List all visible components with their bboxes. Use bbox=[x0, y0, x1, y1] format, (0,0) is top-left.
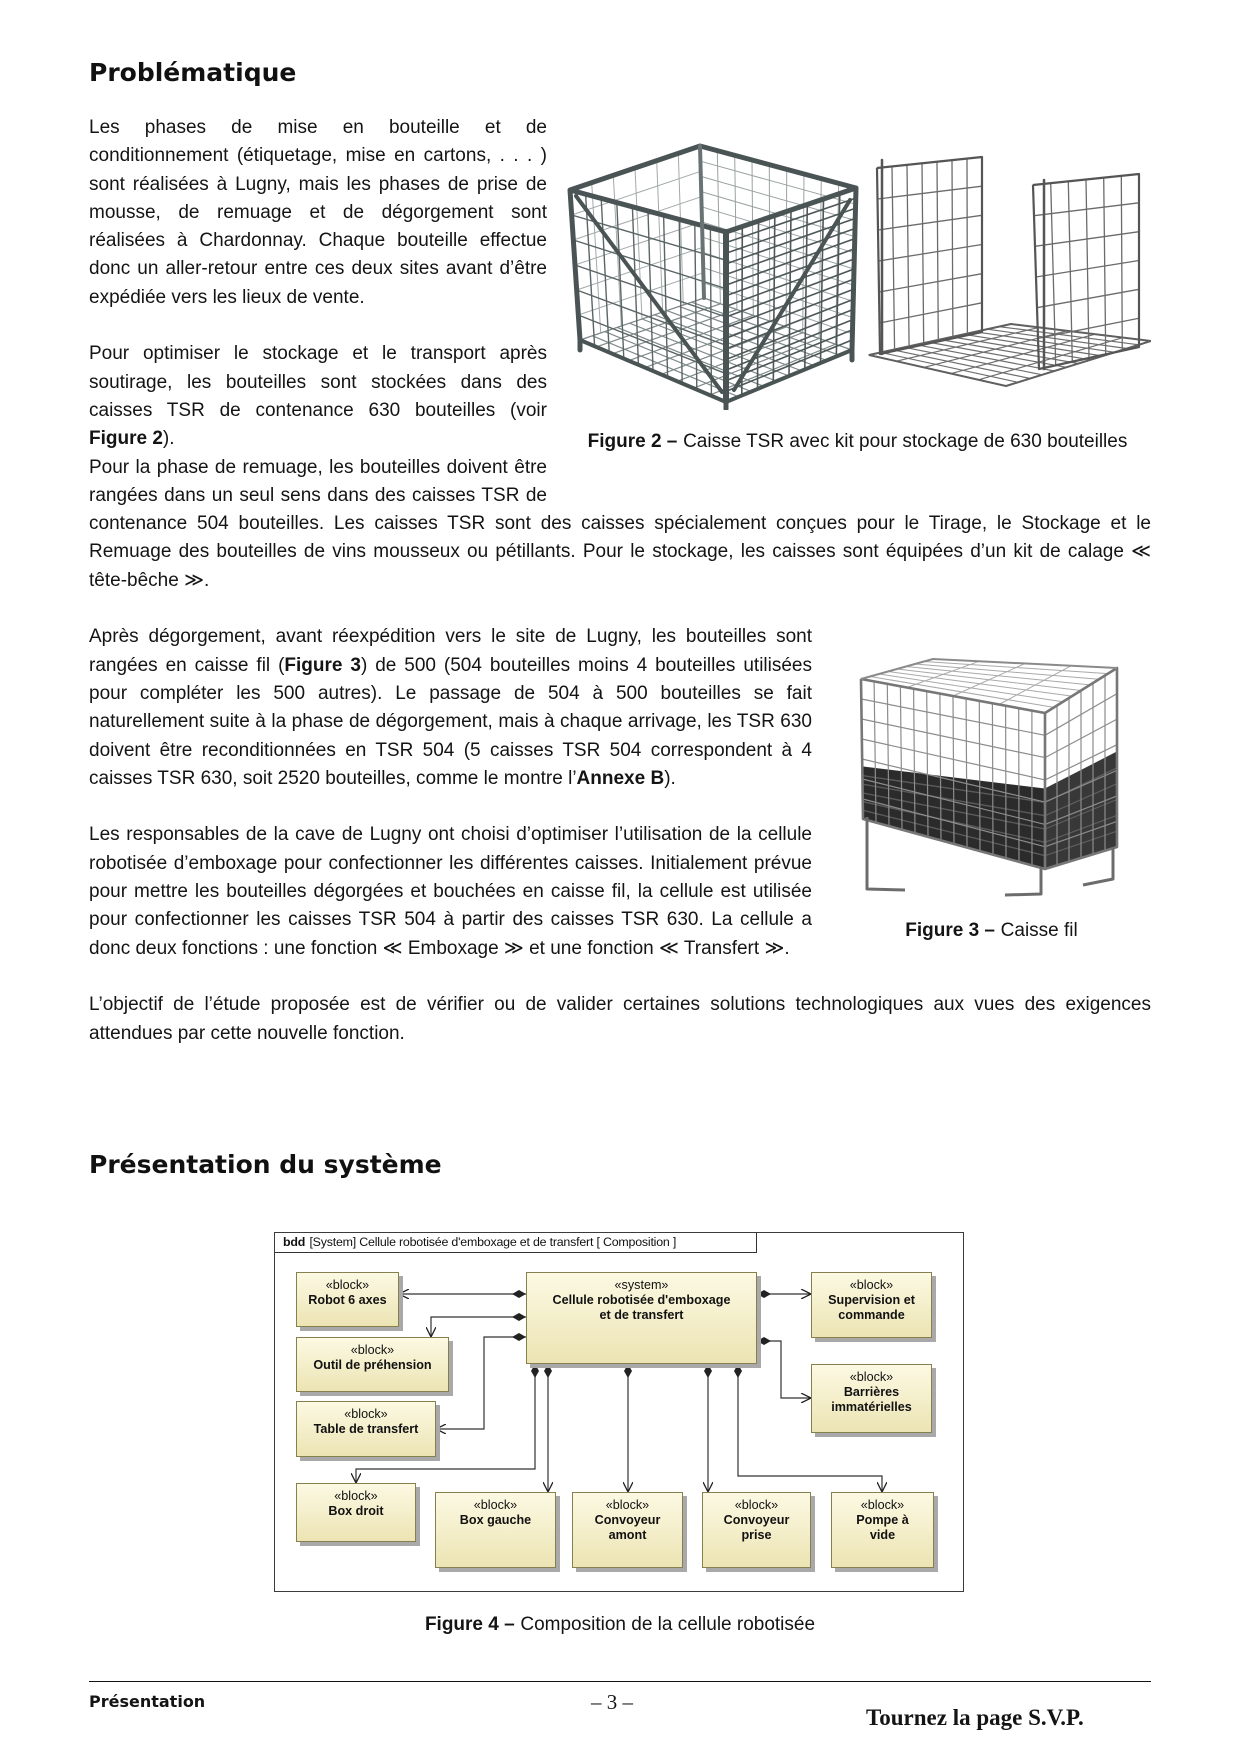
wire-rod bbox=[979, 338, 1123, 380]
figure-3-label: Figure 3 – bbox=[905, 920, 995, 942]
diagram-kind: bdd bbox=[283, 1235, 306, 1249]
wire-rod bbox=[878, 215, 982, 230]
figure-3 bbox=[812, 623, 1151, 963]
block-pompe-vide bbox=[831, 1492, 934, 1568]
block-name: Robot 6 axes bbox=[308, 1293, 387, 1307]
block-name: Supervision et bbox=[828, 1293, 915, 1307]
wire-rod bbox=[596, 304, 720, 347]
figure-3-reference: Figure 3 bbox=[284, 654, 361, 676]
wire-rod bbox=[880, 303, 983, 323]
block-name-line-2: et de transfert bbox=[599, 1308, 684, 1322]
block-box-droit bbox=[296, 1483, 416, 1542]
block-outil-prehension bbox=[296, 1337, 449, 1392]
block-supervision bbox=[811, 1272, 932, 1338]
paragraph-degorgement-text: Après dégorgement, avant réexpédition vers le site de Lugny, les bouteilles sont rangées en caisse fil ( bbox=[89, 626, 812, 676]
wire-rod bbox=[999, 327, 1139, 345]
block-stereotype: «block» bbox=[734, 1498, 779, 1512]
figure-3-caption bbox=[832, 917, 1151, 945]
block-convoyeur-amont bbox=[572, 1492, 683, 1568]
wire-rod bbox=[979, 701, 980, 851]
figure-2-label: Figure 2 – bbox=[587, 431, 678, 452]
block-barrieres bbox=[811, 1364, 932, 1433]
block-name-line-2: immatérielles bbox=[831, 1400, 912, 1414]
diagram-frame-title bbox=[275, 1233, 757, 1253]
block-stereotype: «block» bbox=[334, 1489, 378, 1503]
block-stereotype: «block» bbox=[860, 1498, 905, 1512]
figure-2-caption bbox=[564, 428, 1151, 456]
paragraph-responsables: Les responsables de la cave de Lugny ont choisi d’optimiser l’utilisation de la cellule robotisée d’emboxage pour confectionner les différentes caisses. Initialement prévue pour mettre les bouteilles dégorgées et bouchées en caisse fil, la cellule est utilisée pour confectionner les caisses TSR 504 à partir des caisses TSR 630. La cellule a donc deux fonctions : une fonction ≪ Emboxage ≫ et une fonction ≪ Transfert ≫. bbox=[89, 824, 812, 959]
block-stereotype: «block» bbox=[849, 1370, 894, 1384]
frame-bar bbox=[861, 659, 1117, 679]
text-flow bbox=[89, 114, 1151, 1076]
block-system-cellule bbox=[526, 1272, 757, 1364]
connector-barrieres bbox=[757, 1341, 811, 1398]
block-name: Pompe à bbox=[856, 1513, 909, 1527]
connector-outil bbox=[431, 1317, 526, 1337]
block-name: Outil de préhension bbox=[313, 1358, 432, 1372]
figure-4-caption-text: Composition de la cellule robotisée bbox=[520, 1614, 816, 1635]
wire-rod bbox=[928, 342, 1066, 367]
figure-2-caption-text: Caisse TSR avec kit pour stockage de 630 bouteilles bbox=[683, 431, 1128, 452]
block-name: Box gauche bbox=[459, 1513, 532, 1527]
wire-rod bbox=[629, 315, 754, 360]
section-title-problematique: Problématique bbox=[89, 58, 297, 87]
figure-4-label: Figure 4 – bbox=[424, 1614, 515, 1635]
figure-2 bbox=[547, 114, 1151, 509]
block-name: Barrières bbox=[843, 1385, 900, 1399]
block-name-line-2: commande bbox=[838, 1308, 905, 1322]
frame-bar bbox=[570, 146, 856, 232]
wire-rod bbox=[879, 274, 982, 292]
tsr-crate-illustration bbox=[564, 140, 1151, 410]
block-table-transfert bbox=[296, 1401, 436, 1457]
block-name: Convoyeur bbox=[723, 1513, 790, 1527]
figure-2-reference: Figure 2 bbox=[89, 428, 163, 450]
paragraph-degorgement-text-2: ) de 500 (504 bouteilles moins 4 bouteilles utilisées pour compléter les 500 autres). Le passage de 504 à 500 bouteilles se fait naturellement suite à la phase de dégorgement, mais à chaque arrivage, les TSR 630 doivent être reconditionnées en TSR 504 (5 caisses TSR 504 correspondent à 4 caisses TSR 630, soit 2520 bouteilles, comme le montre l’ bbox=[89, 654, 812, 789]
block-stereotype: «block» bbox=[325, 1278, 370, 1292]
figure-4-caption bbox=[89, 1611, 1151, 1639]
wire-rod bbox=[879, 245, 983, 262]
block-name: Table de transfert bbox=[313, 1422, 419, 1436]
block-stereotype: «block» bbox=[605, 1498, 650, 1512]
frame-bar bbox=[869, 324, 1151, 386]
wire-rod bbox=[700, 146, 704, 298]
frame-bar bbox=[1005, 867, 1041, 895]
wire-rod bbox=[916, 345, 1054, 371]
wire-rod bbox=[992, 704, 993, 855]
wire-cage-illustration bbox=[855, 657, 1123, 897]
turn-page-note: Tournez la page S.V.P. bbox=[866, 1705, 1084, 1730]
footer-rule bbox=[89, 1681, 1151, 1682]
page-number: – 3 – bbox=[591, 1690, 633, 1714]
paragraph-remuage-text: Pour la phase de remuage, les bouteilles doivent être rangées dans un seul sens dans des caisses TSR de contenance 504 bouteilles. Les caisses TSR sont des caisses spécialement conçues pour le Tirage, le Stockage et le Remuage des bouteilles de vins mousseux ou pétillants. Pour le stockage, les caisses sont équipées d’un kit de calage ≪ tête-bêche ≫. bbox=[89, 456, 1151, 591]
paragraph-stockage-end: ). bbox=[162, 428, 175, 450]
wire-rod bbox=[905, 347, 1043, 375]
wire-rod bbox=[878, 186, 983, 199]
diagram-title-text: [System] Cellule robotisée d'emboxage et de transfert [ Composition ] bbox=[309, 1235, 677, 1249]
section-title-presentation: Présentation du système bbox=[89, 1150, 442, 1179]
block-stereotype: «system» bbox=[614, 1278, 669, 1292]
block-stereotype: «block» bbox=[849, 1278, 894, 1292]
paragraph-stockage-text: Pour optimiser le stockage et le transport après soutirage, les bouteilles sont stockées dans des caisses TSR de contenance 630 bouteilles (voir bbox=[89, 343, 547, 421]
block-name-line-2: prise bbox=[741, 1528, 772, 1542]
block-name: Box droit bbox=[328, 1504, 384, 1518]
block-name: Convoyeur bbox=[594, 1513, 661, 1527]
wire-rod bbox=[852, 188, 856, 350]
wire-rod bbox=[940, 340, 1079, 364]
block-stereotype: «block» bbox=[350, 1343, 395, 1357]
annexe-b-reference: Annexe B bbox=[576, 767, 665, 789]
figure-3-caption-text: Caisse fil bbox=[1000, 920, 1078, 942]
paragraph-degorgement-end: ). bbox=[664, 767, 676, 789]
connector-table bbox=[436, 1337, 526, 1429]
wire-rod bbox=[881, 352, 1018, 382]
block-name-line-2: amont bbox=[608, 1528, 647, 1542]
block-robot-6-axes bbox=[296, 1272, 399, 1327]
bdd-diagram bbox=[274, 1232, 964, 1592]
paragraph-phases: Les phases de mise en bouteille et de conditionnement (étiquetage, mise en cartons, . . . ) sont réalisées à Lugny, mais les phases de prise de mousse, de remuage et de dégorgement sont réalisées à Chardonnay. Chaque bouteille effectue donc un aller-retour entre ces deux sites avant d’être expédiée vers les lieux de vente. bbox=[89, 117, 547, 308]
block-stereotype: «block» bbox=[344, 1407, 388, 1421]
block-box-gauche bbox=[435, 1492, 556, 1568]
block-convoyeur-prise bbox=[702, 1492, 811, 1568]
block-name: Cellule robotisée d'emboxage bbox=[552, 1293, 731, 1307]
footer-section: Présentation bbox=[89, 1692, 206, 1711]
block-name-line-2: vide bbox=[869, 1528, 896, 1542]
block-stereotype: «block» bbox=[473, 1498, 518, 1512]
paragraph-objectif: L’objectif de l’étude proposée est de vérifier ou de valider certaines solutions technologiques aux vues des exigences attendues par cette nouvelle fonction. bbox=[89, 994, 1151, 1044]
